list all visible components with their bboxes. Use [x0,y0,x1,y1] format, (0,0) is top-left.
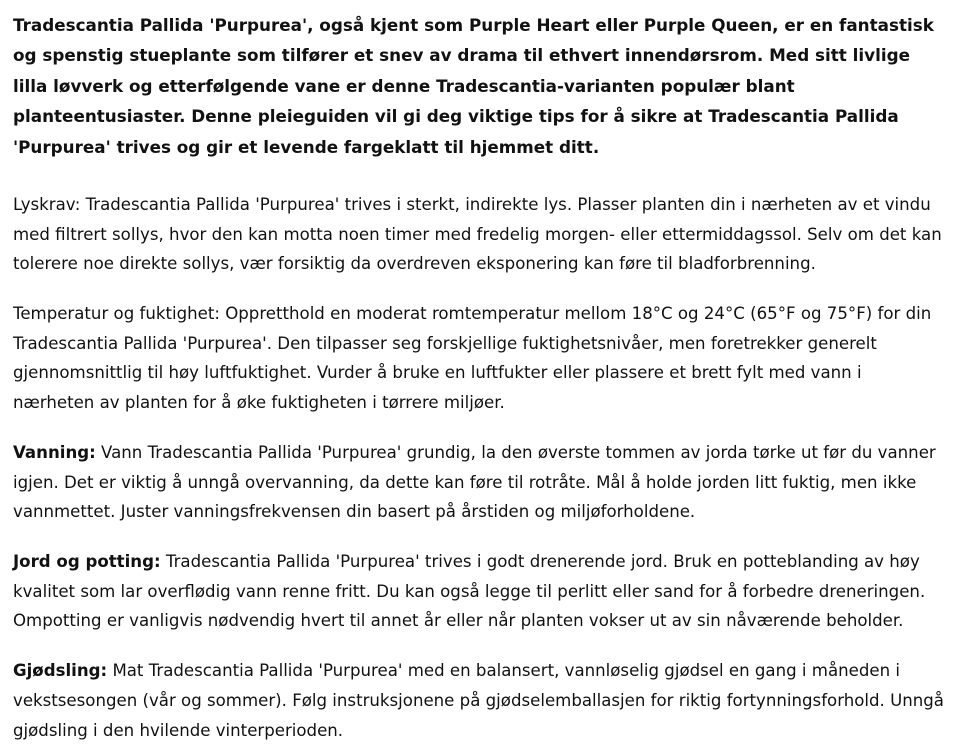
fertilizing-text: Mat Tradescantia Pallida 'Purpurea' med en balansert, vannløselig gjødsel en gang i måneden i vekstsesongen (vår og sommer). Følg instruksjonene på gjødselemballasjen for riktig fortynningsforhold. Unngå gjødsling i den hvilende vinterperioden. [13,661,944,740]
soil-text: Tradescantia Pallida 'Purpurea' trives i godt drenerende jord. Bruk en potteblanding av høy kvalitet som lar overflødig vann renne fritt. Du kan også legge til perlitt eller sand for å forbedre dreneringen. Ompotting er vanligvis nødvendig hvert til annet år eller når planten vokser ut av sin nåværende beholder. [13,552,926,631]
fertilizing-paragraph [13,656,946,745]
temperature-paragraph [13,299,946,417]
light-text: Lyskrav: Tradescantia Pallida 'Purpurea' trives i sterkt, indirekte lys. Plasser planten din i nærheten av et vindu med filtrert sollys, hvor den kan motta noen timer med fredelig morgen- eller ettermiddagssol. Selv om det kan tolerere noe direkte sollys, vær forsiktig da overdreven eksponering kan føre til bladforbrenning. [13,195,942,274]
light-paragraph [13,190,946,279]
temperature-text: Temperatur og fuktighet: Oppretthold en moderat romtemperatur mellom 18°C og 24°C (65°F og 75°F) for din Tradescantia Pallida 'Purpurea'. Den tilpasser seg forskjellige fuktighetsnivåer, men foretrekker generelt gjennomsnittlig til høy luftfuktighet. Vurder å bruke en luftfukter eller plassere et brett fylt med vann i nærheten av planten for å øke fuktigheten i tørrere miljøer. [13,304,932,412]
soil-paragraph [13,547,946,636]
watering-text: Vann Tradescantia Pallida 'Purpurea' grundig, la den øverste tommen av jorda tørke ut før du vanner igjen. Det er viktig å unngå overvanning, da dette kan føre til rotråte. Mål å holde jorden litt fuktig, men ikke vannmettet. Juster vanningsfrekvensen din basert på årstiden og miljøforholdene. [13,442,936,522]
soil-label: Jord og potting: [13,552,161,572]
fertilizing-label: Gjødsling: [13,661,108,681]
watering-label: Vanning: [13,442,96,462]
intro-paragraph: Tradescantia Pallida 'Purpurea', også kjent som Purple Heart eller Purple Queen, er en fantastisk og spenstig stueplante som tilfører et snev av drama til ethvert innendørsrom. Med sitt livlige lilla løvverk og etterfølgende vane er denne Tradescantia-varianten populær blant planteentusiaster. Denne pleieguiden vil gi deg viktige tips for å sikre at Tradescantia Pallida 'Purpurea' trives og gir et levende fargeklatt til hjemmet ditt. [13,15,934,157]
watering-paragraph [13,438,946,527]
